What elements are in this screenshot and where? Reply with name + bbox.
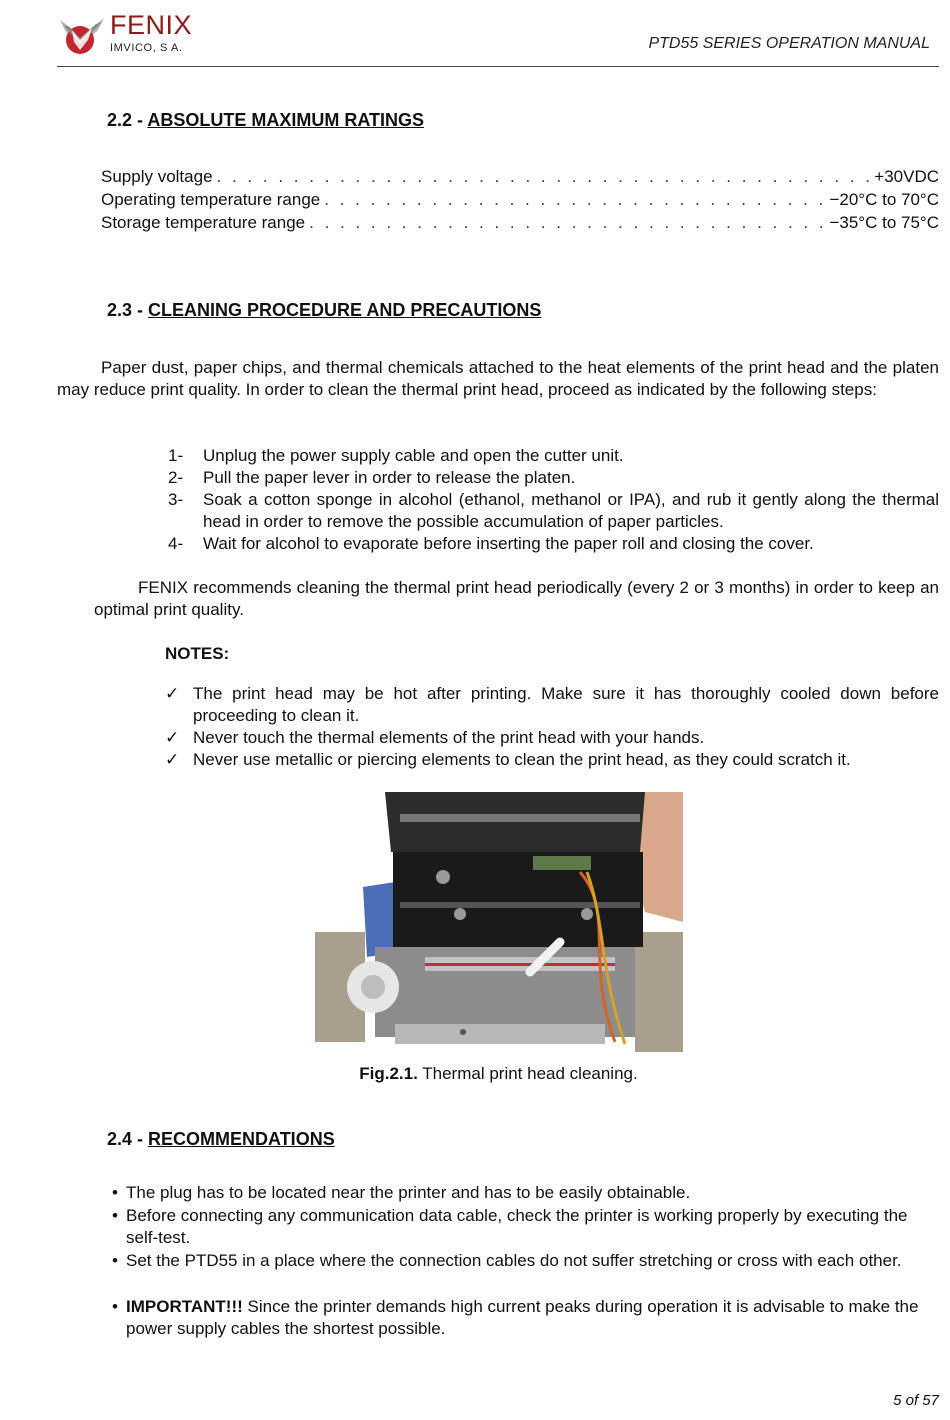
step-number: 3- <box>168 490 184 509</box>
rating-label: Storage temperature range <box>101 213 306 232</box>
recommendations-heading <box>107 1129 335 1150</box>
bullet-icon: • <box>112 1297 118 1316</box>
rating-row-operating-temperature <box>101 190 939 212</box>
bullet-icon: • <box>112 1251 118 1270</box>
step-text: Unplug the power supply cable and open the cutter unit. <box>203 446 624 465</box>
cleaning-recommendation-paragraph: FENIX recommends cleaning the thermal print head periodically (every 2 or 3 months) in order to keep an optimal print quality. <box>94 578 939 619</box>
manual-title: PTD55 SERIES OPERATION MANUAL <box>648 35 930 52</box>
page-header <box>0 0 950 70</box>
figure-caption <box>0 1064 950 1084</box>
rating-value: −20°C to 70°C <box>829 190 939 209</box>
printer-cleaning-photo <box>315 792 683 1057</box>
rating-label: Supply voltage <box>101 167 213 186</box>
rating-row-supply-voltage <box>101 167 939 189</box>
important-text: Since the printer demands high current peaks during operation it is advisable to make the power supply cables the shortest possible. <box>126 1297 919 1338</box>
note-text: Never touch the thermal elements of the print head with your hands. <box>193 728 705 747</box>
cleaning-heading <box>107 300 541 321</box>
leader-dots <box>217 167 871 187</box>
checkmark-icon: ✓ <box>165 728 180 747</box>
step-number: 4- <box>168 534 184 553</box>
printer-illustration <box>315 792 683 1057</box>
leader-dots <box>309 213 825 233</box>
recommendation-text <box>126 1296 939 1340</box>
ratings-heading-number: 2.2 - <box>107 110 148 130</box>
recommendation-text: The plug has to be located near the printer and has to be easily obtainable. <box>126 1183 691 1202</box>
figure-caption-text: Thermal print head cleaning. <box>417 1064 638 1083</box>
logo-company-text: IMVICO, S A. <box>110 42 183 54</box>
note-text: Never use metallic or piercing elements to clean the print head, as they could scratch it. <box>193 750 851 769</box>
fenix-bird-icon <box>58 14 110 58</box>
checkmark-icon: ✓ <box>165 684 180 703</box>
rating-row-storage-temperature <box>101 213 939 235</box>
ratings-heading-title: ABSOLUTE MAXIMUM RATINGS <box>147 110 425 130</box>
logo-brand-text: FENIX <box>110 10 193 40</box>
rating-value: −35°C to 75°C <box>829 213 939 232</box>
fenix-logo <box>58 12 198 60</box>
rating-value: +30VDC <box>874 167 939 186</box>
rating-label: Operating temperature range <box>101 190 321 209</box>
cleaning-heading-title: CLEANING PROCEDURE AND PRECAUTIONS <box>148 300 542 320</box>
note-text: The print head may be hot after printing. Make sure it has thoroughly cooled down before proceeding to clean it. <box>193 684 939 725</box>
step-text: Soak a cotton sponge in alcohol (ethanol, methanol or IPA), and rub it gently along the thermal head in order to remove the possible accumulation of paper particles. <box>203 490 939 531</box>
cleaning-heading-number: 2.3 - <box>107 300 149 320</box>
leader-dots <box>324 190 825 210</box>
recommendations-heading-title: RECOMMENDATIONS <box>148 1129 335 1149</box>
step-text: Wait for alcohol to evaporate before inserting the paper roll and closing the cover. <box>203 534 814 553</box>
ratings-heading <box>107 110 424 131</box>
important-label: IMPORTANT!!! <box>126 1297 243 1316</box>
bullet-icon: • <box>112 1183 118 1202</box>
bullet-icon: • <box>112 1206 118 1225</box>
notes-label: NOTES: <box>165 644 230 663</box>
figure-caption-label: Fig.2.1. <box>359 1064 418 1083</box>
step-number: 1- <box>168 446 184 465</box>
step-text: Pull the paper lever in order to release the platen. <box>203 468 576 487</box>
page-number: 5 of 57 <box>893 1392 939 1409</box>
header-divider <box>57 66 939 67</box>
recommendations-heading-number: 2.4 - <box>107 1129 149 1149</box>
cleaning-intro-paragraph: Paper dust, paper chips, and thermal chemicals attached to the heat elements of the print head and the platen may reduce print quality. In order to clean the thermal print head, proceed as indicated by the following steps: <box>57 358 939 399</box>
step-number: 2- <box>168 468 184 487</box>
recommendation-text: Set the PTD55 in a place where the connection cables do not suffer stretching or cross with each other. <box>126 1251 902 1270</box>
checkmark-icon: ✓ <box>165 750 180 769</box>
recommendation-text: Before connecting any communication data cable, check the printer is working properly by executing the self-test. <box>126 1206 908 1247</box>
